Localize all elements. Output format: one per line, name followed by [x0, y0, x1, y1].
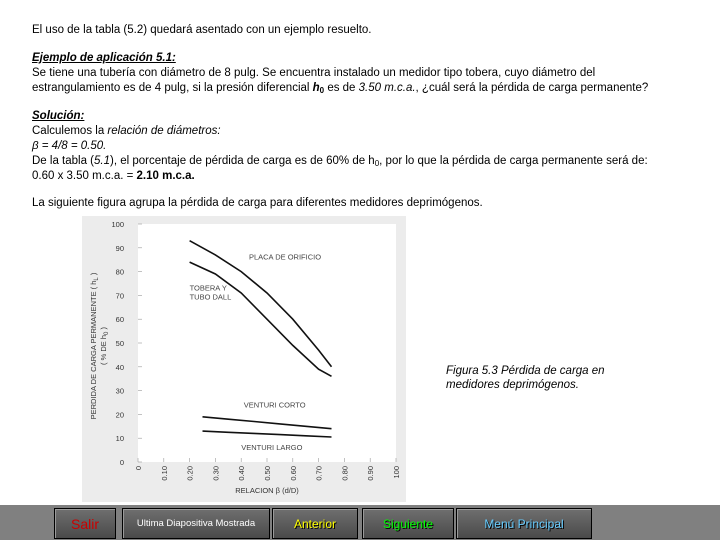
y-axis-title-close-1: ) — [89, 272, 98, 278]
y-tick-label: 70 — [115, 291, 124, 301]
x-tick-label: 0.80 — [340, 466, 350, 481]
solution-line-3-b: ), el porcentaje de pérdida de carga es de 60% de h — [110, 155, 375, 167]
solution-table-ref: 5.1 — [94, 155, 111, 167]
example-h: h — [312, 82, 320, 94]
y-axis-title-sub-1: L — [94, 277, 100, 281]
previous-button-label: Anterior — [293, 516, 337, 531]
navigation-bar — [0, 505, 720, 540]
loss-chart — [82, 216, 406, 502]
solution-line-4 — [32, 169, 195, 184]
main-menu-button-label: Menú Principal — [484, 516, 564, 531]
solution-heading — [32, 109, 84, 124]
x-tick-label: 0.10 — [159, 466, 169, 481]
example-h-sub: 0 — [319, 86, 325, 95]
y-tick-label: 10 — [115, 434, 124, 444]
last-slide-button-label: Ultima Diapositiva Mostrada — [136, 518, 256, 529]
y-tick-label: 40 — [115, 362, 124, 372]
next-button[interactable] — [362, 508, 454, 539]
exit-button[interactable] — [54, 508, 116, 539]
y-axis-title-line-2 — [99, 327, 110, 365]
example-line-2-c: , ¿cuál será la pérdida de carga permanente? — [415, 82, 649, 94]
y-tick-label: 80 — [115, 267, 124, 277]
y-axis-title — [89, 272, 110, 419]
example-pressure-value: 3.50 m.c.a. — [358, 82, 416, 94]
curve-label-tobera-y-tubo-dall-line-2: TUBO DALL — [189, 292, 232, 302]
x-tick-label: 0.60 — [288, 466, 298, 481]
y-axis-title-line-2-text: ( % DE h — [99, 334, 108, 365]
solution-heading-label: Solución: — [32, 110, 85, 122]
figure-caption — [446, 364, 626, 392]
loss-chart-svg — [82, 216, 406, 502]
solution-line-1 — [32, 124, 221, 139]
x-tick-label: 0.30 — [211, 466, 221, 481]
curve-label-venturi-largo: VENTURI LARGO — [241, 443, 303, 453]
y-tick-label: 90 — [115, 243, 124, 253]
x-tick-label: 0.20 — [185, 466, 195, 481]
solution-line-1-a: Calculemos la — [32, 125, 108, 137]
example-line-1: Se tiene una tubería con diámetro de 8 pulg. Se encuentra instalado un medidor tipo tobera, cuyo diámetro del — [32, 67, 596, 79]
curve-label-placa-de-orificio: PLACA DE ORIFICIO — [248, 252, 322, 262]
solution-line-3-c: , por lo que la pérdida de carga permanente será de: — [379, 155, 648, 167]
x-tick-label: 0.40 — [237, 466, 247, 481]
figure-caption-label: Figura 5.3 — [446, 365, 498, 377]
y-tick-label: 30 — [115, 386, 124, 396]
solution-line-4-a: 0.60 x 3.50 m.c.a. = — [32, 170, 137, 182]
example-line-2-a: estrangulamiento es de 4 pulg, si la presión diferencial — [32, 82, 313, 94]
solution-line-2: β = 4/8 = 0.50. — [32, 140, 107, 152]
y-axis-title-sub-2: 0 — [104, 331, 110, 335]
previous-button[interactable] — [272, 508, 358, 539]
x-tick-label: 0.70 — [314, 466, 324, 481]
solution-line-1-b: relación de diámetros: — [107, 125, 221, 137]
example-heading-label: Ejemplo de aplicación 5.1: — [32, 52, 176, 64]
x-tick-label: 0.90 — [366, 466, 376, 481]
solution-line-3-a: De la tabla ( — [32, 155, 95, 167]
x-axis-title: RELACION β (d/D) — [235, 486, 299, 495]
y-tick-label: 60 — [115, 315, 124, 325]
main-menu-button[interactable] — [456, 508, 592, 539]
curve-label-venturi-corto: VENTURI CORTO — [243, 400, 306, 410]
x-tick-label: 0.50 — [263, 466, 272, 481]
solution-result: 2.10 m.c.a. — [136, 170, 195, 182]
x-tick-label: 100 — [392, 466, 401, 479]
figure-caption-text: Pérdida de carga en medidores deprimógenos. — [446, 365, 605, 391]
curve-label-tobera-y-tubo-dall: TOBERA Y — [189, 283, 227, 293]
figure-intro: La siguiente figura agrupa la pérdida de carga para diferentes medidores deprimógenos. — [32, 197, 483, 209]
example-line-2-b: es de — [324, 82, 359, 94]
y-tick-label: 50 — [115, 339, 124, 348]
intro-text: El uso de la tabla (5.2) quedará asentado con un ejemplo resuelto. — [32, 24, 372, 36]
y-tick-label: 100 — [111, 220, 124, 229]
x-tick-label: 0 — [134, 466, 143, 471]
example-line-2 — [32, 81, 648, 98]
example-heading — [32, 51, 176, 66]
solution-h-sub: 0 — [374, 159, 380, 168]
last-slide-button[interactable] — [122, 508, 270, 539]
next-button-label: Siguiente — [382, 516, 434, 531]
y-axis-title-close-2: ) — [99, 327, 108, 332]
y-tick-label: 0 — [119, 458, 124, 467]
exit-button-label: Salir — [70, 515, 99, 532]
y-axis-title-line-1-text: PERDIDA DE CARGA PERMANENTE ( h — [89, 280, 98, 420]
y-tick-label: 20 — [115, 410, 124, 420]
